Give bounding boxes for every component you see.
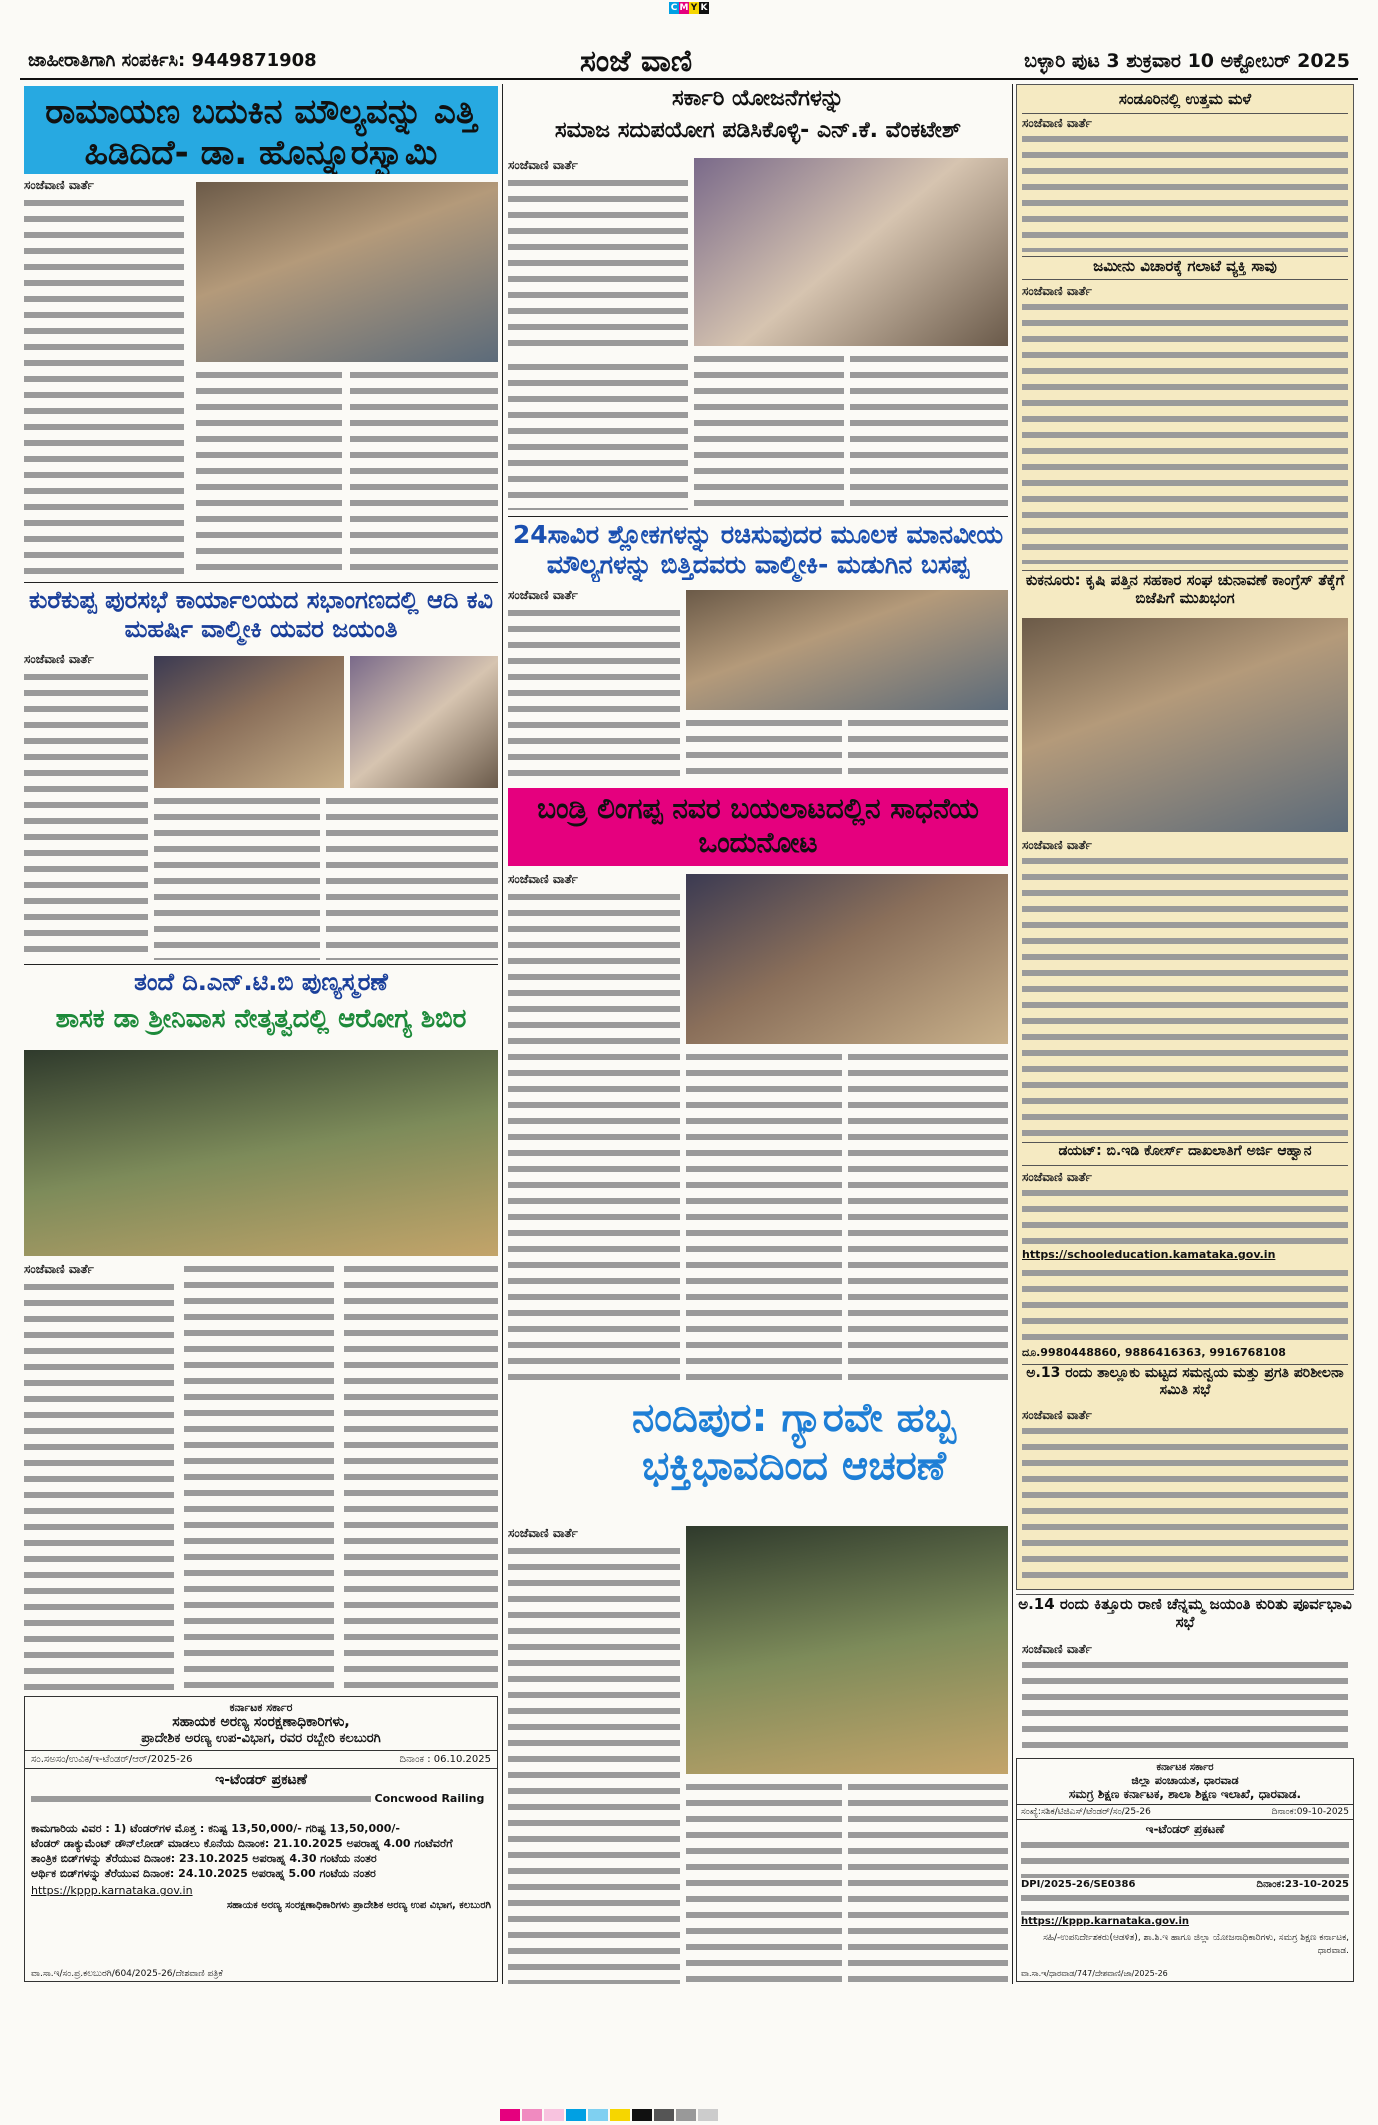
shloka-body-3 [848,716,1008,784]
nandipura-byline: ಸಂಜೆವಾಣಿ ವಾರ್ತೆ [508,1526,578,1540]
kurekuppa-headline: ಕುರೆಕುಪ್ಪ ಪುರಸಭೆ ಕಾರ್ಯಾಲಯದ ಸಭಾಂಗಣದಲ್ಲಿ ಆದಿ ಕವಿ ಮಹರ್ಷಿ ವಾಲ್ಮೀಕಿ ಯವರ ಜಯಂತಿ [28,586,493,643]
tender-right-title: ಇ-ಟೆಂಡರ್ ಪ್ರಕಟಣೆ [1145,1821,1225,1836]
health-byline: ಸಂಜೆವಾಣಿ ವಾರ್ತೆ [24,1262,94,1276]
rule-b1 [508,516,1008,517]
tender-left-amounts: ಕಾಮಗಾರಿಯ ವಿವರ : 1) ಟೆಂಡರ್‌ಗಳ ಮೊತ್ತ : ಕನಿಷ್ಟ 13,50,000/- ಗರಿಷ್ಟ 13,50,000/- [31,1822,400,1836]
health-photo [24,1050,498,1256]
sarkari-headline: ಸಮಾಜ ಸದುಪಯೋಗ ಪಡಿಸಿಕೊಳ್ಳಿ- ಎನ್.ಕೆ. ವೆಂಕಟೇಶ್ [554,118,962,143]
tender-right-footer: ವಾ.ಸಾ.ಇ/ಧಾರವಾಡ/747/ದೇಶವಾಣಿ/ಜಾ/2025-26 [1021,1969,1168,1978]
column-rule-2 [1012,84,1013,1984]
chennamma-body [1022,1658,1348,1754]
kurekuppa-photo-2 [350,656,498,788]
kurekuppa-photo-1 [154,656,344,788]
health-headline: ಶಾಸಕ ಡಾ ಶ್ರೀನಿವಾಸ ನೇತೃತ್ವದಲ್ಲಿ ಆರೋಗ್ಯ ಶಿಬಿರ [55,1004,467,1034]
shloka-headline: 24ಸಾವಿರ ಶ್ಲೋಕಗಳನ್ನು ರಚಿಸುವುದರ ಮೂಲಕ ಮಾನವೀಯ ಮೌಲ್ಯಗಳನ್ನು ಬಿತ್ತಿದವರು ವಾಲ್ಮೀಕಿ- ಮಡುಗಿನ ಬಸಪ್ಪ [512,520,1004,579]
newspaper-logo: ಸಂಜೆ ವಾಣಿ [580,44,693,79]
dateline: ಬಳ್ಳಾರಿ ಪುಟ 3 ಶುಕ್ರವಾರ 10 ಅಕ್ಟೋಬರ್ 2025 [1024,50,1350,72]
ramayana-photo [196,182,498,362]
tender-left-url[interactable]: https://kppp.karnataka.gov.in [31,1884,193,1898]
kukanoor-photo [1022,618,1348,832]
shloka-byline: ಸಂಜೆವಾಣಿ ವಾರ್ತೆ [508,588,578,602]
deet-body [1022,1186,1348,1246]
bandri-body-3 [848,1050,1008,1388]
health-body [24,1280,174,1690]
bandri-photo [686,874,1008,1044]
tender-left-footer: ವಾ.ಸಾ.ಇ/ಸಂ.ಪ್ರ.ಕಲಬುರಗಿ/604/2025-26/ದೇಶವಾಣಿ ಪತ್ರಿಕೆ [31,1969,223,1979]
kurekuppa-body-3 [326,794,498,960]
deet-byline: ಸಂಜೆವಾಣಿ ವಾರ್ತೆ [1022,1170,1092,1184]
tender-left [24,1696,498,1982]
deet-phones: ದೂ.9980448860, 9886416363, 9916768108 [1022,1346,1286,1359]
ramayana-byline: ಸಂಜೆವಾಣಿ ವಾರ್ತೆ [24,178,94,192]
tender-right-url[interactable]: https://kppp.karnataka.gov.in [1021,1915,1190,1927]
tender-right-date: ದಿನಾಂಕ:09-10-2025 [1271,1806,1349,1817]
nandipura-photo [686,1526,1008,1774]
chennamma-byline: ಸಂಜೆವಾಣಿ ವಾರ್ತೆ [1022,1642,1092,1656]
kukanoor-body [1022,854,1348,1136]
tender-right-ref: ಸಂಖ್ಯೆ:ಸಶಿಕ/ಟಿಜಿಎಸ್/ಟೆಂಡರ್/ಸಂ/25-26 [1021,1806,1151,1817]
male-body [1022,132,1348,252]
health-body-3 [344,1262,498,1690]
tender-left-office1: ಸಹಾಯಕ ಅರಣ್ಯ ಸಂರಕ್ಷಣಾಧಿಕಾರಿಗಳು, [172,1714,350,1731]
ramayana-body-2 [196,368,342,578]
jamin-headline: ಜಮೀನು ವಿಚಾರಕ್ಕೆ ಗಲಾಟೆ ವ್ಯಕ್ತಿ ಸಾವು [1022,256,1348,280]
reg-k: K [700,3,708,13]
bandri-headline: ಬಂಡ್ರಿ ಲಿಂಗಪ್ಪ ನವರ ಬಯಲಾಟದಲ್ಲಿನ ಸಾಧನೆಯ ಒಂದುನೋಟ [508,788,1008,866]
color-calibration-bar [500,2106,720,2118]
shloka-body-2 [686,716,842,784]
shloka-photo [686,590,1008,710]
samiti-headline: ಅ.13 ರಂದು ತಾಲ್ಲೂಕು ಮಟ್ಟದ ಸಮನ್ವಯ ಮತ್ತು ಪ್ರಗತಿ ಪರಿಶೀಲನಾ ಸಮಿತಿ ಸಭೆ [1022,1364,1348,1404]
kurekuppa-body-2 [154,794,320,960]
tender-right-date2: ದಿನಾಂಕ:23-10-2025 [1256,1878,1349,1890]
registration-mark [669,2,709,26]
sarkari-body [508,176,688,356]
sarkari-kicker: ಸರ್ಕಾರಿ ಯೋಜನೆಗಳನ್ನು [672,86,844,111]
tender-left-dates2: ತಾಂತ್ರಿಕ ಬಿಡ್‌ಗಳನ್ನು ತೆರೆಯುವ ದಿನಾಂಕ: 23.10.2025 ಅಪರಾಹ್ನ 4.30 ಗಂಟೆಯ ನಂತರ [31,1852,377,1866]
jamin-byline: ಸಂಜೆವಾಣಿ ವಾರ್ತೆ [1022,284,1092,298]
tender-right-gov: ಕರ್ನಾಟಕ ಸರ್ಕಾರ [1156,1762,1214,1773]
sarkari-photo [694,158,1008,346]
kurekuppa-byline: ಸಂಜೆವಾಣಿ ವಾರ್ತೆ [24,652,94,666]
chennamma-headline: ಅ.14 ರಂದು ಕಿತ್ತೂರು ರಾಣಿ ಚೆನ್ನಮ್ಮ ಜಯಂತಿ ಕುರಿತು ಪೂರ್ವಭಾವಿ ಸಭೆ [1016,1594,1354,1638]
health-kicker: ತಂದೆ ದಿ.ಎನ್.ಟಿ.ಬಿ ಪುಣ್ಯಸ್ಮರಣೆ [134,968,388,996]
tender-left-sign: ಸಹಾಯಕ ಅರಣ್ಯ ಸಂರಕ್ಷಣಾಧಿಕಾರಿಗಳು ಪ್ರಾದೇಶಿಕ ಅರಣ್ಯ ಉಪ ವಿಭಾಗ, ಕಲಬುರಗಿ [226,1900,491,1912]
tender-right [1016,1758,1354,1982]
reg-c: C [670,3,678,13]
rule-a1 [24,582,498,583]
sarkari-body-4 [850,352,1008,510]
male-byline: ಸಂಜೆವಾಣಿ ವಾರ್ತೆ [1022,116,1092,130]
male-headline: ಸಂಡೂರಿನಲ್ಲಿ ಉತ್ತಮ ಮಳೆ [1022,90,1348,114]
ramayana-headline: ರಾಮಾಯಣ ಬದುಕಿನ ಮೌಲ್ಯವನ್ನು ಎತ್ತಿ ಹಿಡಿದಿದೆ- ಡಾ. ಹೊನ್ನೂರಸ್ವಾಮಿ [24,86,498,174]
masthead [20,46,1358,80]
tender-left-ref: ಸಂ.ಸಅಸಂ/ಉವಿಕ/ಇ-ಟೆಂಡರ್/ಆರ್/2025-26 [31,1753,193,1765]
kurekuppa-body [24,670,148,960]
deet-headline: ಡಯಟ್: ಬಿ.ಇಡಿ ಕೋರ್ಸ್ ದಾಖಲಾತಿಗೆ ಅರ್ಜಿ ಆಹ್ವಾನ [1022,1142,1348,1166]
ramayana-body-3 [350,368,498,578]
kukanoor-headline: ಕುಕನೂರು: ಕೃಷಿ ಪತ್ತಿನ ಸಹಕಾರ ಸಂಘ ಚುನಾವಣೆ ಕಾಂಗ್ರೆಸ್ ತೆಕ್ಕೆಗೆ ಬಿಜೆಪಿಗೆ ಮುಖಭಂಗ [1022,570,1348,614]
tender-left-title: ಇ-ಟೆಂಡರ್ ಪ್ರಕಟಣೆ [215,1771,307,1788]
tender-right-sign: ಸಹಿ/-ಉಪನಿರ್ದೇಶಕರು(ಆಡಳಿತ), ಶಾ.ಶಿ.ಇ ಹಾಗೂ ಜಿಲ್ಲಾ ಯೋಜನಾಧಿಕಾರಿಗಳು, ಸಮಗ್ರ ಶಿಕ್ಷಣ ಕರ್ನಾಟಕ, ಧಾರವಾಡ. [1043,1932,1349,1956]
sarkari-byline: ಸಂಜೆವಾಣಿ ವಾರ್ತೆ [508,158,578,172]
bandri-body [508,890,680,1388]
bandri-byline: ಸಂಜೆವಾಣಿ ವಾರ್ತೆ [508,872,578,886]
tender-left-office2: ಪ್ರಾದೇಶಿಕ ಅರಣ್ಯ ಉಪ-ವಿಭಾಗ, ರವರ ರಬ್ಬೇರಿ ಕಲಬುರಗಿ [141,1730,381,1746]
kukanoor-byline: ಸಂಜೆವಾಣಿ ವಾರ್ತೆ [1022,838,1092,852]
tender-left-dates1: ಟೆಂಡರ್ ಡಾಕ್ಯುಮೆಂಟ್ ಡೌನ್‌ಲೋಡ್ ಮಾಡಲು ಕೊನೆಯ ದಿನಾಂಕ: 21.10.2025 ಅಪರಾಹ್ನ 4.00 ಗಂಟೆವರೆಗೆ [31,1837,453,1851]
column-rule-1 [502,84,503,1984]
samiti-byline: ಸಂಜೆವಾಣಿ ವಾರ್ತೆ [1022,1408,1092,1422]
shloka-body [508,606,680,784]
tender-right-office2: ಸಮಗ್ರ ಶಿಕ್ಷಣ ಕರ್ನಾಟಕ, ಶಾಲಾ ಶಿಕ್ಷಣ ಇಲಾಖೆ, ಧಾರವಾಡ. [1068,1787,1302,1802]
nandipura-body [508,1544,680,1984]
sarkari-body-3 [694,352,844,510]
tender-left-highlight: Concwood Railing [374,1792,485,1806]
rule-a2 [24,964,498,965]
tender-left-gov: ಕರ್ನಾಟಕ ಸರ್ಕಾರ [229,1701,293,1714]
nandipura-body-2 [686,1780,842,1984]
ramayana-body [24,196,184,576]
ad-contact: ಜಾಹೀರಾತಿಗಾಗಿ ಸಂಪರ್ಕಿಸಿ: 9449871908 [28,50,317,71]
tender-right-ref2: DPI/2025-26/SE0386 [1021,1878,1136,1890]
tender-left-dates3: ಆರ್ಥಿಕ ಬಿಡ್‌ಗಳನ್ನು ತೆರೆಯುವ ದಿನಾಂಕ: 24.10.2025 ಅಪರಾಹ್ನ 5.00 ಗಂಟೆಯ ನಂತರ [31,1867,376,1881]
jamin-body [1022,300,1348,564]
deet-url[interactable]: https://schooleducation.kamataka.gov.in [1022,1248,1276,1261]
reg-y: Y [690,3,698,13]
samiti-body [1022,1424,1348,1588]
deet-body-2 [1022,1266,1348,1344]
reg-m: M [679,3,689,13]
tender-left-date: ದಿನಾಂಕ : 06.10.2025 [399,1753,491,1765]
health-body-2 [184,1262,334,1690]
bandri-body-2 [686,1050,842,1388]
nandipura-body-3 [848,1780,1008,1984]
sarkari-body-2 [508,360,688,510]
nandipura-headline: ನಂದಿಪುರ: ಗ್ಯಾರವೇ ಹಬ್ಬ ಭಕ್ತಿಭಾವದಿಂದ ಆಚರಣೆ [632,1395,956,1489]
tender-right-office1: ಜಿಲ್ಲಾ ಪಂಚಾಯತ, ಧಾರವಾಡ [1131,1774,1239,1787]
